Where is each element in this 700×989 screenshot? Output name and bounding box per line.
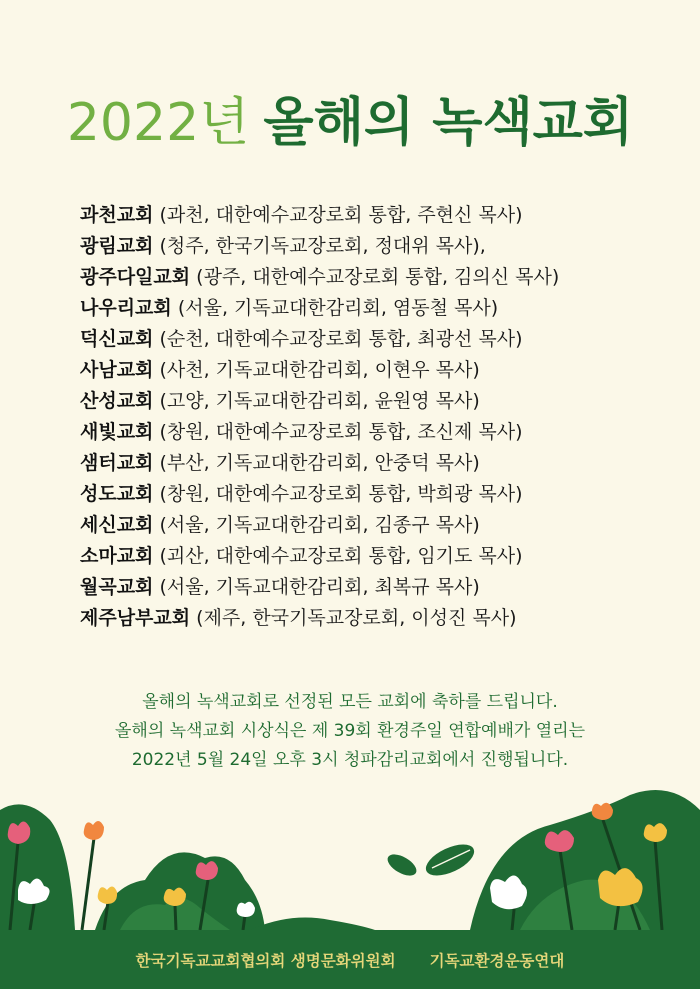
- list-item: [80, 448, 680, 479]
- title-main: 올해의 녹색교회: [263, 93, 634, 153]
- church-name: 광림교회: [80, 235, 154, 257]
- message-line: 올해의 녹색교회 시상식은 제 39회 환경주일 연합예배가 열리는: [114, 721, 585, 741]
- list-item: [80, 355, 680, 386]
- footer-org-2: 기독교환경운동연대: [429, 951, 565, 970]
- church-name: 광주다일교회: [80, 266, 191, 288]
- list-item: [80, 603, 680, 634]
- list-item: [80, 572, 680, 603]
- tulip-icon: [98, 886, 117, 904]
- list-item: [80, 293, 680, 324]
- church-name: 소마교회: [80, 545, 154, 567]
- church-name: 사남교회: [80, 359, 154, 381]
- church-detail: (순천, 대한예수교장로회 통합, 최광선 목사): [153, 328, 523, 350]
- list-item: [80, 200, 680, 231]
- list-item: [80, 417, 680, 448]
- church-detail: (창원, 대한예수교장로회 통합, 조신제 목사): [153, 421, 523, 443]
- church-name: 월곡교회: [80, 576, 154, 598]
- church-detail: (제주, 한국기독교장로회, 이성진 목사): [190, 607, 517, 629]
- list-item: [80, 479, 680, 510]
- flower-garden-illustration: [0, 780, 700, 930]
- church-name: 샘터교회: [80, 452, 154, 474]
- list-item: [80, 262, 680, 293]
- church-detail: (광주, 대한예수교장로회 통합, 김의신 목사): [190, 266, 560, 288]
- footer-org-1: 한국기독교교회협의회 생명문화위원회: [135, 951, 396, 970]
- page-title: [0, 88, 700, 158]
- church-name: 새빛교회: [80, 421, 154, 443]
- tulip-icon: [164, 888, 186, 906]
- church-name: 덕신교회: [80, 328, 154, 350]
- list-item: [80, 541, 680, 572]
- tulip-icon: [592, 803, 613, 820]
- church-name: 세신교회: [80, 514, 154, 536]
- church-detail: (서울, 기독교대한감리회, 최복규 목사): [153, 576, 480, 598]
- leaf-shape: [384, 850, 420, 880]
- list-item: [80, 510, 680, 541]
- list-item: [80, 386, 680, 417]
- church-detail: (부산, 기독교대한감리회, 안중덕 목사): [153, 452, 480, 474]
- church-detail: (서울, 기독교대한감리회, 김종구 목사): [153, 514, 480, 536]
- church-list: [80, 200, 680, 634]
- church-detail: (괴산, 대한예수교장로회 통합, 임기도 목사): [153, 545, 523, 567]
- tulip-icon: [644, 823, 667, 842]
- church-detail: (과천, 대한예수교장로회 통합, 주현신 목사): [153, 204, 523, 226]
- church-detail: (사천, 기독교대한감리회, 이현우 목사): [153, 359, 480, 381]
- title-year: 2022년: [66, 93, 250, 153]
- church-name: 성도교회: [80, 483, 154, 505]
- message-line: 올해의 녹색교회로 선정된 모든 교회에 축하를 드립니다.: [142, 692, 558, 712]
- tulip-icon: [84, 821, 104, 840]
- church-detail: (창원, 대한예수교장로회 통합, 박희광 목사): [153, 483, 523, 505]
- list-item: [80, 231, 680, 262]
- footer-bar: [0, 930, 700, 989]
- message-line: 2022년 5월 24일 오후 3시 청파감리교회에서 진행됩니다.: [131, 750, 569, 770]
- tulip-icon: [196, 861, 218, 880]
- church-name: 나우리교회: [80, 297, 172, 319]
- white-flower-icon: [237, 902, 255, 917]
- tulip-icon: [545, 830, 574, 852]
- church-name: 제주남부교회: [80, 607, 191, 629]
- announcement-message: [0, 688, 700, 775]
- church-detail: (고양, 기독교대한감리회, 윤원영 목사): [153, 390, 480, 412]
- church-name: 산성교회: [80, 390, 154, 412]
- church-detail: (서울, 기독교대한감리회, 염동철 목사): [171, 297, 499, 319]
- list-item: [80, 324, 680, 355]
- church-detail: (청주, 한국기독교장로회, 정대위 목사),: [153, 235, 486, 257]
- hill-shape: [250, 918, 375, 930]
- church-name: 과천교회: [80, 204, 154, 226]
